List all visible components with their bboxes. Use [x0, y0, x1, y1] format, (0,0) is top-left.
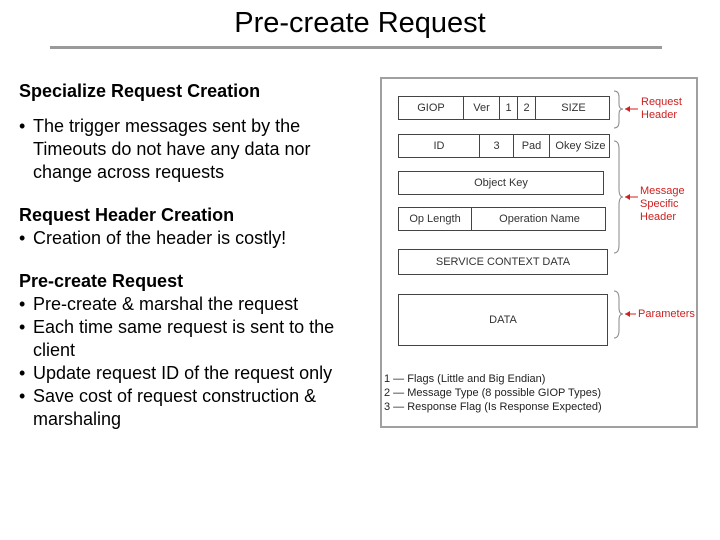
field-operation-name: Operation Name [471, 208, 607, 230]
field-okey-size: Okey Size [549, 135, 611, 157]
request-header-brace-icon [614, 91, 623, 128]
bullet-item [19, 385, 369, 431]
section-header-creation [19, 204, 369, 250]
legend-item: 3 — Response Flag (Is Response Expected) [384, 401, 602, 413]
field-op-length: Op Length [409, 213, 461, 225]
field-message-type: 2 [517, 97, 535, 119]
field-version: Ver [463, 97, 499, 119]
field-service-context: SERVICE CONTEXT DATA [435, 256, 571, 268]
bullet-item [19, 227, 369, 250]
field-pad: Pad [513, 135, 549, 157]
section-heading: Specialize Request Creation [19, 81, 261, 101]
bullet-icon: • [19, 294, 26, 314]
bullet-icon: • [19, 317, 26, 337]
title-divider [50, 46, 662, 49]
bullet-item [19, 115, 369, 184]
bullet-icon: • [19, 116, 26, 136]
field-legend [384, 372, 602, 414]
legend-item: 1 — Flags (Little and Big Endian) [384, 373, 546, 385]
legend-item: 2 — Message Type (8 possible GIOP Types) [384, 387, 602, 399]
section-heading: Request Header Creation [19, 205, 235, 225]
text-column [19, 80, 369, 431]
bullet-item [19, 316, 369, 362]
bullet-text: The trigger messages sent by the Timeouts do not have any data nor change across requests [33, 116, 311, 182]
parameters-brace-icon [614, 291, 623, 338]
giop-request-figure [380, 77, 698, 428]
bullet-icon: • [19, 363, 26, 383]
arrow-icon [625, 311, 630, 317]
field-flags: 1 [499, 97, 517, 119]
label-message-specific-header: Message Specific Header [640, 185, 685, 223]
section-precreate [19, 270, 369, 431]
bullet-text: Pre-create & marshal the request [33, 294, 299, 314]
section-heading: Pre-create Request [19, 271, 184, 291]
field-data: DATA [489, 314, 517, 326]
message-header-brace-icon [614, 141, 623, 253]
field-object-key: Object Key [474, 177, 528, 189]
field-id: ID [433, 140, 445, 152]
bullet-text: Save cost of request construction & marshaling [33, 386, 317, 429]
label-parameters: Parameters [638, 308, 695, 320]
bullet-text: Update request ID of the request only [33, 363, 333, 383]
bullet-item [19, 362, 369, 385]
arrow-icon [625, 194, 630, 200]
bullet-text: Each time same request is sent to the client [33, 317, 335, 360]
bullet-text: Creation of the header is costly! [33, 228, 287, 248]
bullet-item [19, 293, 369, 316]
label-request-header: Request Header [641, 96, 682, 121]
field-response-flag: 3 [479, 135, 513, 157]
bullet-icon: • [19, 228, 26, 248]
field-size: SIZE [535, 97, 611, 119]
field-giop: GIOP [417, 102, 445, 114]
arrow-icon [625, 106, 630, 112]
slide-title: Pre-create Request [234, 7, 486, 39]
bullet-icon: • [19, 386, 26, 406]
section-specialize [19, 80, 369, 184]
